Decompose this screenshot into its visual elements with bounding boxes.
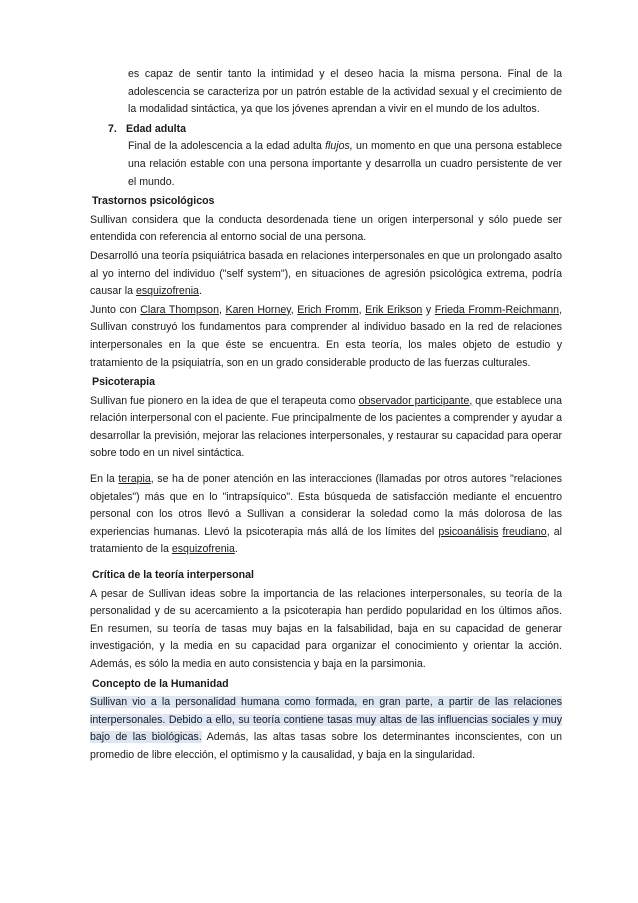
psicoterapia-heading: Psicoterapia [92, 376, 156, 389]
trastornos-heading: Trastornos psicológicos [92, 195, 215, 208]
link-clara-thompson[interactable]: Clara Thompson [140, 303, 219, 316]
highlighted-text: Sullivan vio a la personalidad humana como formada, en gran parte, a partir de las relaciones interpersonales. Debido a ello, su teoría contiene tasas muy altas de las influencias sociales y muy bajo de las biológicas. [90, 696, 562, 744]
psicoterapia-paragraph-1: Sullivan fue pionero en la idea de que el terapeuta como observador participante, que establece una relación interpersonal con el paciente. Fue principalmente de los pacientes a comprender y ayudar a desarrollar la previsión, mejorar las relaciones interpersonales, y restaurar su capacidad para operar sobre todo en un nivel sintáctica. [90, 394, 563, 460]
section-7-heading [108, 121, 562, 139]
psicoterapia-paragraph-2: En la terapia, se ha de poner atención en las interacciones (llamadas por otros autores "relaciones objetales") más que en lo "intrapsíquico". Esta búsqueda de satisfacción mediante el encuentro personal con los otros llevó a Sullivan a considerar la soledad como la más dolorosa de las experiencias humanas. Llevó la psicoterapia más allá de los límites del psicoanálisis freudiano, al tratamiento de la esquizofrenia. [90, 473, 562, 556]
section-7-paragraph: Final de la adolescencia a la edad adulta flujos, un momento en que una persona establece una relación estable con una persona importante y desarrolla un cuadro persistente de ver el mundo. [128, 140, 562, 188]
trastornos-paragraph-3: Junto con Clara Thompson, Karen Horney, Erich Fromm, Erik Erikson y Frieda Fromm-Reichmann, Sullivan construyó los fundamentos para comprender al individuo basado en la red de relaciones interpersonales en la que éste se encuentra. En esta teoría, los males objeto de estudio y tratamiento de la psiquiatría, son en un grado considerable producto de las fuerzas culturales. [90, 303, 563, 369]
link-observador-participante[interactable]: observador participante, [358, 394, 473, 407]
link-karen-horney[interactable]: Karen Horney [225, 303, 291, 316]
trastornos-paragraph-2: Desarrolló una teoría psiquiátrica basada en relaciones interpersonales en que un prolongado asalto al yo interno del individuo ("self system"), en situaciones de agresión psicológica extrema, podría causar la esquizofrenia. [90, 249, 562, 298]
link-frieda-fromm-reichmann[interactable]: Frieda Fromm-Reichmann [434, 303, 560, 316]
document-page [90, 66, 562, 766]
link-erik-erikson[interactable]: Erik Erikson [365, 303, 423, 316]
concepto-heading: Concepto de la Humanidad [92, 677, 229, 690]
concepto-paragraph: Sullivan vio a la personalidad humana como formada, en gran parte, a partir de las relaciones interpersonales. Debido a ello, su teoría contiene tasas muy altas de las influencias sociales y muy bajo de las biológicas. Además, las altas tasas sobre los determinantes inconscientes, con un promedio de libre elección, el optimismo y la causalidad, y baja en la singularidad. [90, 696, 562, 761]
link-esquizofrenia-2[interactable]: esquizofrenia [171, 543, 235, 556]
intro-paragraph: es capaz de sentir tanto la intimidad y el deseo hacia la misma persona. Final de la adolescencia se caracteriza por un patrón estable de la actividad sexual y el crecimiento de la modalidad sintáctica, ya que los jóvenes aprendan a vivir en el mundo de los adultos. [128, 68, 562, 116]
critica-heading: Crítica de la teoría interpersonal [92, 569, 254, 582]
critica-paragraph: A pesar de Sullivan ideas sobre la importancia de las relaciones interpersonales, su teoría de la personalidad y de su acercamiento a la psicoterapia han perdido popularidad en los últimos años. En resumen, su teoría de tasas muy bajas en la falsabilidad, baja en su capacidad de generar investigación, y la media en su capacidad para organizar el conocimiento y orientar la acción. Además, es sólo la media en auto consistencia y baja en la parsimonia. [90, 587, 562, 670]
section-7-title: Edad adulta [126, 122, 187, 135]
link-erich-fromm[interactable]: Erich Fromm [297, 303, 359, 316]
trastornos-paragraph-1: Sullivan considera que la conducta desordenada tiene un origen interpersonal y sólo puede ser entendida con referencia al entorno social de una persona. [90, 213, 562, 244]
link-psicoanalisis[interactable]: psicoanálisis [438, 525, 499, 538]
link-esquizofrenia[interactable]: esquizofrenia [135, 285, 199, 298]
link-freudiano[interactable]: freudiano [502, 525, 547, 538]
section-7-number: 7. [108, 122, 117, 135]
link-terapia[interactable]: terapia [118, 473, 151, 486]
